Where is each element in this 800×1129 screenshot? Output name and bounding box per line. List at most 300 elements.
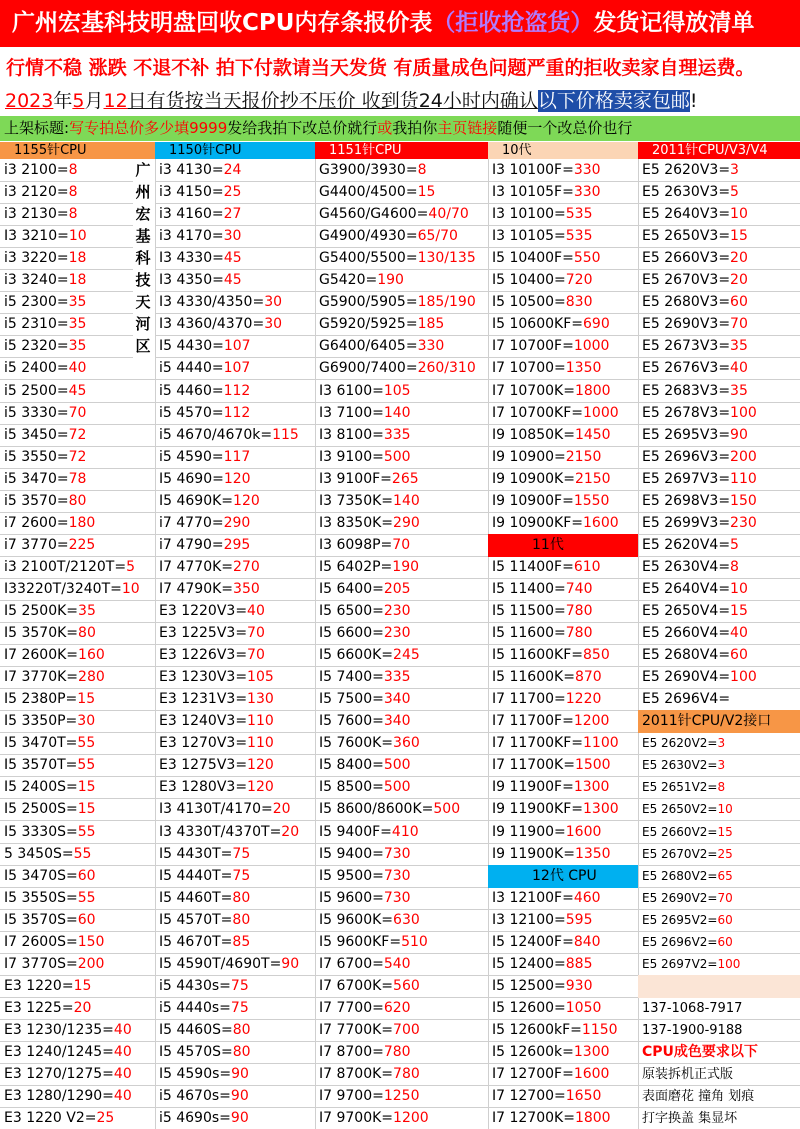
model-name: E3 1225V3= xyxy=(159,625,248,642)
price-value: 25 xyxy=(223,184,242,201)
model-name: E5 2696V4= xyxy=(642,691,731,708)
price-value: 90 xyxy=(730,426,748,443)
price-row xyxy=(0,622,155,645)
price-row xyxy=(155,446,315,469)
model-name: E5 2680V2= xyxy=(642,868,718,883)
price-value: 15 xyxy=(730,228,748,245)
model-name: I5 9400= xyxy=(319,845,384,862)
price-row xyxy=(155,578,315,601)
price-row xyxy=(315,380,488,403)
price-value: 75 xyxy=(232,867,251,884)
price-value: 60 xyxy=(77,911,96,928)
price-row xyxy=(315,622,488,645)
model-name: I3 10105= xyxy=(492,228,566,245)
model-name: I7 9700= xyxy=(319,1088,384,1105)
model-name: E5 2620V3= xyxy=(642,162,731,178)
model-name: E5 2651V2= xyxy=(642,780,718,795)
model-name: I5 9500= xyxy=(319,867,384,884)
price-row xyxy=(638,424,800,447)
price-row xyxy=(488,1107,638,1129)
price-value: 1200 xyxy=(573,713,610,730)
price-row xyxy=(0,644,155,667)
price-row xyxy=(315,534,488,557)
price-value: 130 xyxy=(247,691,274,708)
price-row xyxy=(488,644,638,667)
model-name: I5 12400F= xyxy=(492,933,574,950)
price-value: 115 xyxy=(272,426,299,443)
model-name: i5 4440s= xyxy=(159,999,231,1016)
model-name: E3 1270V3= xyxy=(159,735,248,752)
price-row xyxy=(0,446,155,469)
price-row xyxy=(315,600,488,623)
price-row xyxy=(315,1107,488,1129)
model-name: I7 4790K= xyxy=(159,580,234,597)
price-value: 90 xyxy=(230,1110,249,1127)
price-value: 1300 xyxy=(573,779,610,796)
price-value: 160 xyxy=(78,647,105,664)
price-value: 70 xyxy=(392,536,411,553)
model-name: i5 4430s= xyxy=(159,977,231,994)
price-value: 35 xyxy=(730,382,748,399)
model-name: I5 4570S= xyxy=(159,1044,233,1060)
price-row xyxy=(315,644,488,667)
price-value: 35 xyxy=(68,316,87,333)
price-value: 18 xyxy=(68,272,87,289)
price-row xyxy=(155,732,315,755)
price-row xyxy=(638,909,800,932)
price-row xyxy=(488,688,638,711)
price-value: 930 xyxy=(565,977,593,994)
price-row xyxy=(155,798,315,821)
price-value: 80 xyxy=(232,1044,251,1060)
info-blank xyxy=(638,975,800,998)
price-row xyxy=(0,975,155,998)
price-value: 45 xyxy=(68,382,87,399)
price-row xyxy=(638,335,800,358)
price-value: 15 xyxy=(730,603,748,619)
price-value: 40 xyxy=(113,1066,132,1083)
price-value: 190 xyxy=(392,558,420,575)
price-row xyxy=(155,931,315,954)
model-name: G6400/6405= xyxy=(319,338,418,355)
model-name: I3 4360/4370= xyxy=(159,316,265,333)
price-row xyxy=(155,490,315,513)
price-row xyxy=(0,843,155,866)
price-row xyxy=(315,578,488,601)
price-value: 780 xyxy=(393,1066,420,1083)
price-row xyxy=(155,1019,315,1042)
model-name: I3 8350K= xyxy=(319,514,394,531)
model-name: E5 2697V3= xyxy=(642,470,731,487)
price-value: 700 xyxy=(393,1021,420,1038)
price-value: 730 xyxy=(383,889,411,906)
price-row xyxy=(0,181,133,204)
price-row xyxy=(638,953,800,976)
model-name: E5 2660V2= xyxy=(642,824,718,839)
model-name: I3 3210= xyxy=(4,228,69,245)
price-row xyxy=(155,380,315,403)
model-name: G6900/7400= xyxy=(319,360,418,377)
price-value: 100 xyxy=(730,669,757,686)
price-value: 840 xyxy=(573,933,601,950)
model-name: I33220T/3240T= xyxy=(4,580,122,597)
model-name: I5 9600KF= xyxy=(319,933,402,950)
price-row xyxy=(315,953,488,976)
price-row xyxy=(488,666,638,689)
model-name: E5 2695V2= xyxy=(642,912,718,927)
price-value: 110 xyxy=(730,470,757,487)
model-name: I5 8600/8600K= xyxy=(319,801,434,818)
model-name: E3 1280V3= xyxy=(159,779,248,796)
model-name: i3 2130= xyxy=(4,206,69,223)
price-value: 230 xyxy=(730,514,757,531)
price-row xyxy=(0,357,155,380)
price-row xyxy=(315,335,488,358)
model-name: I7 11700= xyxy=(492,691,566,708)
price-row xyxy=(488,424,638,447)
price-value: 1650 xyxy=(565,1088,602,1105)
notice-listing-title: 上架标题:写专拍总价多少填9999发给我拍下改总价就行或我拍你主页链接随便一个改总价也行 xyxy=(0,116,800,141)
price-row xyxy=(0,1041,155,1064)
model-name: I7 4770K= xyxy=(159,558,234,575)
model-name: I7 9700K= xyxy=(319,1110,394,1127)
price-row xyxy=(488,181,638,204)
price-row xyxy=(638,225,800,248)
section-header: 11代 xyxy=(488,534,638,557)
price-row xyxy=(488,754,638,777)
model-name: E5 2650V2= xyxy=(642,802,718,817)
model-name: E5 2676V3= xyxy=(642,360,731,377)
price-value: 60 xyxy=(730,294,748,311)
model-name: I5 4590T/4690T= xyxy=(159,955,282,972)
model-name: I9 10900F= xyxy=(492,492,574,509)
model-name: E3 1230/1235= xyxy=(4,1021,114,1038)
price-row xyxy=(315,821,488,844)
model-name: E5 2678V3= xyxy=(642,404,731,421)
model-name: i3 2120= xyxy=(4,184,69,201)
price-row xyxy=(155,843,315,866)
price-value: 150 xyxy=(77,933,105,950)
price-value: 8 xyxy=(68,184,78,201)
price-row xyxy=(488,710,638,733)
price-row xyxy=(155,402,315,425)
price-value: 780 xyxy=(383,1044,411,1060)
price-value: 30 xyxy=(77,713,96,730)
price-value: 27 xyxy=(223,206,242,223)
model-name: E5 2680V4= xyxy=(642,647,731,664)
price-row xyxy=(155,468,315,491)
price-row xyxy=(0,225,133,248)
price-row xyxy=(0,203,133,226)
model-name: I9 11900KF= xyxy=(492,801,583,818)
price-value: 535 xyxy=(565,206,593,223)
price-row xyxy=(0,710,155,733)
model-name: i3 4170= xyxy=(159,228,224,245)
model-name: I3 10100= xyxy=(492,206,566,223)
price-row xyxy=(488,468,638,491)
model-name: I3 4330/4350= xyxy=(159,294,265,311)
price-value: 100 xyxy=(730,404,757,421)
model-name: I3 9100F= xyxy=(319,470,392,487)
price-value: 60 xyxy=(717,912,733,927)
price-row xyxy=(155,335,315,358)
price-row xyxy=(0,1107,155,1129)
price-value: 90 xyxy=(231,1066,249,1083)
model-name: I9 11900F= xyxy=(492,779,574,796)
section-header: 12代 CPU xyxy=(488,865,638,888)
price-value: 80 xyxy=(232,1021,251,1038)
model-name: I3 4330T/4370T= xyxy=(159,823,282,840)
model-name: E5 2660V4= xyxy=(642,625,731,642)
model-name: I5 7500= xyxy=(319,691,384,708)
model-name: i5 2320= xyxy=(4,338,69,355)
model-name: I5 2500S= xyxy=(4,801,78,818)
price-row xyxy=(155,269,315,292)
price-value: 85 xyxy=(232,933,251,950)
model-name: I5 9600K= xyxy=(319,911,394,928)
price-row xyxy=(488,247,638,270)
price-row xyxy=(155,291,315,314)
price-value: 740 xyxy=(565,580,593,597)
price-value: 330 xyxy=(573,162,601,178)
model-name: i5 3550= xyxy=(4,448,69,465)
price-value: 230 xyxy=(383,625,411,642)
price-row xyxy=(155,975,315,998)
model-name: E3 1225= xyxy=(4,999,74,1016)
notice-terms: 行情不稳 涨跌 不退不补 拍下付款请当天发货 有质量成色问题严重的拒收卖家自理运费。 xyxy=(6,57,755,79)
price-value: 3 xyxy=(717,736,726,751)
model-name: I9 10900KF= xyxy=(492,514,583,531)
price-row xyxy=(488,490,638,513)
price-value: 35 xyxy=(78,603,96,619)
model-name: i5 4440= xyxy=(159,360,224,377)
price-value: 40 xyxy=(113,1021,132,1038)
price-row xyxy=(0,578,155,601)
price-row xyxy=(0,335,133,358)
price-value: 205 xyxy=(383,580,411,597)
model-name: E3 1240V3= xyxy=(159,713,248,730)
price-row xyxy=(638,754,800,777)
model-name: I5 2500K= xyxy=(4,603,79,619)
price-value: 70 xyxy=(730,316,748,333)
notice-date: 2023年5月12日有货按当天报价抄不压价 收到货24小时内确认以下价格卖家包邮! xyxy=(5,90,698,112)
model-name: i5 4590= xyxy=(159,448,224,465)
price-value: 120 xyxy=(223,470,251,487)
price-value: 60 xyxy=(730,647,748,664)
model-name: I5 3570T= xyxy=(4,757,78,774)
model-name: I3 8100= xyxy=(319,426,384,443)
price-row xyxy=(638,402,800,425)
model-name: I7 6700K= xyxy=(319,977,394,994)
model-name: G5400/5500= xyxy=(319,250,418,267)
price-value: 20 xyxy=(73,999,92,1016)
price-row xyxy=(315,556,488,579)
model-name: I9 10900= xyxy=(492,448,566,465)
price-row xyxy=(0,402,155,425)
price-row xyxy=(638,490,800,513)
price-row xyxy=(638,159,800,182)
price-value: 245 xyxy=(393,647,420,664)
price-value: 25 xyxy=(717,846,733,861)
price-row xyxy=(488,997,638,1020)
price-value: 690 xyxy=(583,316,610,333)
price-value: 185/190 xyxy=(417,294,476,311)
model-name: I9 11900K= xyxy=(492,845,575,862)
model-name: i5 4670/4670k= xyxy=(159,426,273,443)
price-value: 112 xyxy=(223,382,251,399)
price-row xyxy=(155,225,315,248)
price-row xyxy=(155,203,315,226)
price-row xyxy=(488,225,638,248)
model-name: I9 11900= xyxy=(492,823,566,840)
price-value: 265 xyxy=(391,470,419,487)
price-row xyxy=(315,1085,488,1108)
price-row xyxy=(638,468,800,491)
model-name: I5 2380P= xyxy=(4,691,78,708)
price-row xyxy=(0,798,155,821)
price-value: 35 xyxy=(68,294,87,311)
model-name: i3 4160= xyxy=(159,206,224,223)
price-value: 620 xyxy=(383,999,411,1016)
model-name: i5 4570= xyxy=(159,404,224,421)
price-value: 500 xyxy=(383,448,411,465)
model-name: G4560/G4600= xyxy=(319,206,429,223)
price-row xyxy=(155,247,315,270)
price-row xyxy=(155,1063,315,1086)
price-value: 330 xyxy=(573,184,601,201)
price-row xyxy=(638,688,800,711)
model-name: I5 6600K= xyxy=(319,647,394,664)
model-name: E5 2670V2= xyxy=(642,846,718,861)
price-value: 730 xyxy=(383,845,411,862)
price-row xyxy=(0,776,155,799)
model-name: I5 4440T= xyxy=(159,867,233,884)
model-name: E5 2673V3= xyxy=(642,338,731,355)
model-name: I5 11400F= xyxy=(492,558,574,575)
price-row xyxy=(488,776,638,799)
model-name: I5 12400= xyxy=(492,955,566,972)
price-row xyxy=(0,600,155,623)
model-name: G5900/5905= xyxy=(319,294,418,311)
price-row xyxy=(638,357,800,380)
model-name: i5 4460= xyxy=(159,382,224,399)
model-name: G3900/3930= xyxy=(319,162,418,178)
price-row xyxy=(155,909,315,932)
price-value: 870 xyxy=(574,669,602,686)
model-name: I7 7700K= xyxy=(319,1021,394,1038)
price-value: 8 xyxy=(68,162,78,178)
price-value: 2150 xyxy=(574,470,611,487)
price-value: 560 xyxy=(393,977,420,994)
side-label-char: 广 xyxy=(135,161,151,179)
column-header: 1150针CPU xyxy=(155,142,315,159)
price-row xyxy=(155,1041,315,1064)
price-value: 500 xyxy=(383,779,411,796)
price-value: 5 xyxy=(730,184,739,201)
price-row xyxy=(315,931,488,954)
price-value: 80 xyxy=(232,889,251,906)
price-value: 8 xyxy=(730,558,739,575)
price-value: 1220 xyxy=(565,691,602,708)
model-name: I7 12700K= xyxy=(492,1110,575,1127)
price-value: 55 xyxy=(77,735,96,752)
price-value: 410 xyxy=(391,823,419,840)
model-name: E3 1275V3= xyxy=(159,757,248,774)
price-row xyxy=(155,710,315,733)
price-row xyxy=(488,953,638,976)
price-row xyxy=(488,291,638,314)
price-row xyxy=(315,291,488,314)
price-table xyxy=(0,159,800,1129)
model-name: I5 12600kF= xyxy=(492,1021,582,1038)
price-value: 190 xyxy=(377,272,404,289)
price-value: 70 xyxy=(247,647,265,664)
price-row xyxy=(315,1063,488,1086)
price-value: 1000 xyxy=(573,338,610,355)
model-name: E5 2690V2= xyxy=(642,890,718,905)
price-value: 45 xyxy=(223,272,242,289)
price-value: 70 xyxy=(68,404,87,421)
price-row xyxy=(155,512,315,535)
model-name: I5 12600= xyxy=(492,999,566,1016)
price-value: 140 xyxy=(383,404,411,421)
price-value: 295 xyxy=(223,536,251,553)
price-row xyxy=(0,1019,155,1042)
price-row xyxy=(0,534,155,557)
model-name: I5 4690K= xyxy=(159,492,234,509)
price-value: 120 xyxy=(247,757,274,774)
price-value: 10 xyxy=(121,580,140,597)
price-value: 260/310 xyxy=(417,360,476,377)
side-label-char: 基 xyxy=(135,227,151,246)
side-label-char: 科 xyxy=(135,249,151,268)
price-value: 80 xyxy=(68,492,87,509)
model-name: E5 2640V3= xyxy=(642,206,731,223)
model-name: i5 3450= xyxy=(4,426,69,443)
price-value: 720 xyxy=(565,272,593,289)
model-name: I5 4690= xyxy=(159,470,224,487)
price-row xyxy=(638,600,800,623)
model-name: i7 3770= xyxy=(4,536,69,553)
price-value: 730 xyxy=(383,867,411,884)
price-value: 280 xyxy=(78,669,105,686)
price-row xyxy=(315,203,488,226)
model-name: E3 1230V3= xyxy=(159,669,248,686)
model-name: I5 11500= xyxy=(492,603,566,619)
price-value: 630 xyxy=(393,911,420,928)
price-row xyxy=(315,997,488,1020)
price-row xyxy=(488,1063,638,1086)
model-name: I5 8500= xyxy=(319,779,384,796)
model-name: E5 2690V3= xyxy=(642,316,731,333)
price-value: 107 xyxy=(223,338,251,355)
model-name: E5 2696V2= xyxy=(642,934,718,949)
model-name: E3 1270/1275= xyxy=(4,1066,114,1083)
model-name: I7 11700KF= xyxy=(492,735,583,752)
model-name: i3 3220= xyxy=(4,250,69,267)
price-value: 70 xyxy=(247,625,265,642)
model-name: E5 2683V3= xyxy=(642,382,731,399)
price-row xyxy=(155,1085,315,1108)
price-row xyxy=(315,247,488,270)
model-name: I9 10900K= xyxy=(492,470,575,487)
column-header: 1155针CPU xyxy=(0,142,155,159)
column-header: 10代 xyxy=(488,142,638,159)
price-row xyxy=(638,622,800,645)
price-value: 535 xyxy=(565,228,593,245)
price-value: 8 xyxy=(417,162,427,178)
price-value: 550 xyxy=(573,250,601,267)
